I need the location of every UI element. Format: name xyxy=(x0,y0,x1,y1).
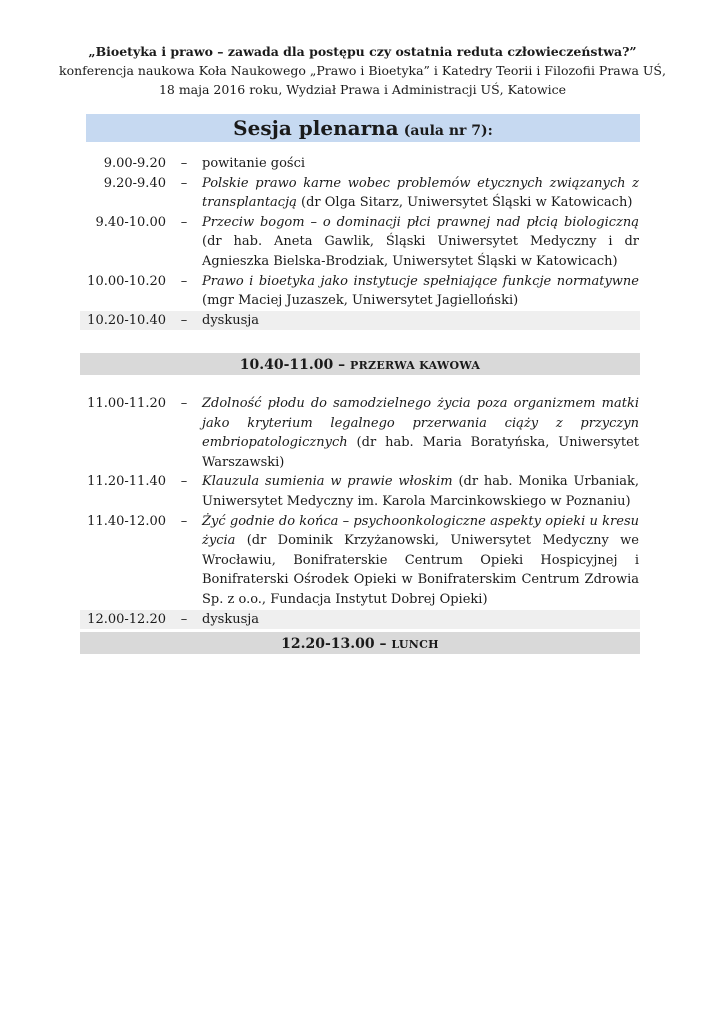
talk-title: Polskie prawo karne wobec problemów etycznych związanych z transplantacją xyxy=(202,175,639,211)
row-description xyxy=(202,272,640,311)
talk-speaker: (dr hab. Aneta Gawlik, Śląski Uniwersytet Medyczny i dr Agnieszka Bielska-Brodziak, Uniwersytet Śląski w Katowicach) xyxy=(202,234,639,269)
row-description xyxy=(202,472,640,511)
talk-title: Zdolność płodu do samodzielnego życia poza organizmem matki jako kryterium legalnego przerwania ciąży z przyczyn embriopatologicznych xyxy=(202,396,639,451)
row-dash: – xyxy=(180,214,188,230)
row-description xyxy=(202,174,640,213)
row-dash: – xyxy=(180,474,188,490)
row-time: 11.40-12.00 xyxy=(87,513,166,529)
row-description: dyskusja xyxy=(202,611,260,627)
break-separator: – xyxy=(374,636,392,652)
lunch-break-bar xyxy=(80,632,640,654)
session-title: Sesja plenarna xyxy=(233,116,399,140)
talk-speaker: (mgr Maciej Juzaszek, Uniwersytet Jagielloński) xyxy=(202,293,519,309)
schedule-row xyxy=(80,272,640,311)
row-time: 9.00-9.20 xyxy=(103,156,166,171)
schedule-block-1 xyxy=(80,154,640,330)
row-time: 9.40-10.00 xyxy=(95,214,166,230)
schedule-row xyxy=(80,394,640,472)
row-time: 10.00-10.20 xyxy=(87,273,166,289)
conference-title: „Bioetyka i prawo – zawada dla postępu czy ostatnia reduta człowieczeństwa?” xyxy=(88,44,637,59)
session-room: (aula nr 7): xyxy=(403,123,493,139)
schedule-row xyxy=(80,154,640,174)
talk-speaker: (dr Dominik Krzyżanowski, Uniwersytet Medyczny we Wrocławiu, Bonifraterskie Centrum Opieki Hospicyjnej i Bonifraterski Ośrodek Opieki w Bonifraterskim Centrum Zdrowia Sp. z o.o., Fundacja Instytut Dobrej Opieki) xyxy=(202,533,639,607)
row-dash: – xyxy=(180,513,188,529)
break-label: LUNCH xyxy=(391,638,439,651)
schedule-row xyxy=(80,512,640,610)
talk-speaker: (dr hab. Monika Urbaniak, Uniwersytet Medyczny im. Karola Marcinkowskiego w Poznaniu) xyxy=(202,474,640,509)
row-dash: – xyxy=(180,156,188,171)
row-time: 12.00-12.20 xyxy=(87,611,166,627)
conference-organizers: konferencja naukowa Koła Naukowego „Prawo i Bioetyka” i Katedry Teorii i Filozofii Prawa UŚ, xyxy=(59,63,666,78)
row-description xyxy=(202,394,640,472)
row-dash: – xyxy=(180,273,188,289)
row-dash: – xyxy=(180,175,188,191)
break-label: PRZERWA KAWOWA xyxy=(350,359,481,372)
break-separator: – xyxy=(333,357,351,373)
row-dash: – xyxy=(180,611,188,627)
document-header xyxy=(0,42,725,99)
talk-speaker: (dr hab. Maria Boratyńska, Uniwersytet Warszawski) xyxy=(202,435,639,470)
row-description xyxy=(202,154,640,174)
break-time: 12.20-13.00 xyxy=(281,636,375,652)
row-description: dyskusja xyxy=(202,312,260,328)
talk-title: Prawo i bioetyka jako instytucje spełniające funkcje normatywne xyxy=(202,273,639,289)
schedule-row-discussion xyxy=(80,610,640,630)
row-time: 10.20-10.40 xyxy=(87,312,166,328)
talk-speaker: (dr Olga Sitarz, Uniwersytet Śląski w Katowicach) xyxy=(296,195,633,211)
talk-title: Żyć godnie do końca – psychoonkologiczne aspekty opieki u kresu życia xyxy=(202,513,639,549)
row-time: 9.20-9.40 xyxy=(103,175,166,191)
row-description xyxy=(202,512,640,610)
talk-speaker: powitanie gości xyxy=(202,156,306,171)
schedule-row xyxy=(80,174,640,213)
schedule-row xyxy=(80,472,640,511)
row-time: 11.00-11.20 xyxy=(87,396,166,411)
break-time: 10.40-11.00 xyxy=(239,357,334,373)
schedule-block-2 xyxy=(80,394,640,629)
row-description xyxy=(202,213,640,272)
row-dash: – xyxy=(180,312,188,328)
session-heading xyxy=(86,114,640,142)
row-time: 11.20-11.40 xyxy=(87,474,166,490)
schedule-row-discussion xyxy=(80,311,640,331)
coffee-break-bar xyxy=(80,353,640,375)
talk-title: Przeciw bogom – o dominacji płci prawnej nad płcią biologiczną xyxy=(202,214,639,230)
talk-title: Klauzula sumienia w prawie włoskim xyxy=(202,474,453,490)
schedule-row xyxy=(80,213,640,272)
conference-date-venue: 18 maja 2016 roku, Wydział Prawa i Administracji UŚ, Katowice xyxy=(158,82,567,97)
row-dash: – xyxy=(180,396,188,411)
